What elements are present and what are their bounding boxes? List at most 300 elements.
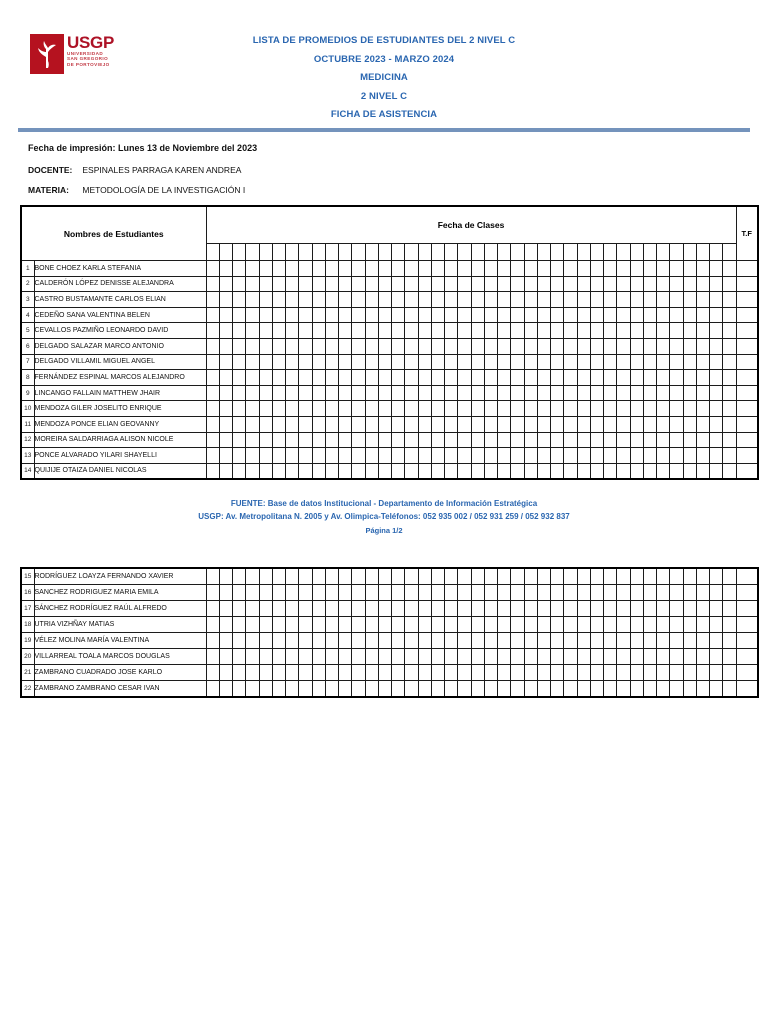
attendance-cell	[418, 448, 431, 464]
attendance-cell	[445, 568, 458, 584]
docente-value: ESPINALES PARRAGA KAREN ANDREA	[82, 165, 242, 175]
attendance-cell	[657, 292, 670, 308]
attendance-cell	[723, 681, 736, 697]
title-career: MEDICINA	[360, 72, 408, 83]
attendance-cell	[617, 584, 630, 600]
attendance-cell	[352, 568, 365, 584]
attendance-cell	[524, 463, 537, 479]
attendance-cell	[617, 665, 630, 681]
attendance-cell	[299, 370, 312, 386]
attendance-cell	[511, 323, 524, 339]
attendance-cell	[710, 323, 723, 339]
attendance-cell	[233, 370, 246, 386]
date-header-cell	[551, 244, 564, 261]
attendance-cell	[564, 401, 577, 417]
date-header-cell	[378, 244, 391, 261]
attendance-cell	[657, 584, 670, 600]
attendance-cell	[312, 323, 325, 339]
attendance-cell	[471, 568, 484, 584]
attendance-cell	[524, 292, 537, 308]
attendance-cell	[604, 600, 617, 616]
attendance-cell	[259, 385, 272, 401]
attendance-cell	[604, 370, 617, 386]
attendance-cell	[431, 276, 444, 292]
attendance-cell	[683, 600, 696, 616]
attendance-cell	[471, 323, 484, 339]
attendance-cell	[445, 276, 458, 292]
attendance-cell	[643, 568, 656, 584]
attendance-cell	[246, 648, 259, 664]
attendance-cell	[511, 261, 524, 277]
attendance-cell	[458, 616, 471, 632]
attendance-cell	[537, 616, 550, 632]
attendance-cell	[246, 600, 259, 616]
tf-cell	[736, 648, 758, 664]
student-row	[21, 632, 758, 648]
attendance-cell	[418, 665, 431, 681]
attendance-cell	[445, 307, 458, 323]
attendance-cell	[484, 432, 497, 448]
attendance-cell	[206, 292, 219, 308]
attendance-cell	[484, 568, 497, 584]
attendance-cell	[537, 648, 550, 664]
attendance-cell	[445, 616, 458, 632]
attendance-cell	[418, 416, 431, 432]
attendance-cell	[524, 432, 537, 448]
attendance-cell	[431, 385, 444, 401]
attendance-cell	[577, 261, 590, 277]
student-number: 20	[21, 648, 34, 664]
attendance-cell	[219, 323, 232, 339]
attendance-cell	[537, 401, 550, 417]
date-header-cell	[577, 244, 590, 261]
attendance-cell	[471, 632, 484, 648]
attendance-cell	[458, 584, 471, 600]
attendance-cell	[537, 448, 550, 464]
attendance-cell	[299, 648, 312, 664]
attendance-cell	[272, 354, 285, 370]
attendance-cell	[471, 292, 484, 308]
attendance-cell	[378, 354, 391, 370]
attendance-cell	[657, 338, 670, 354]
attendance-cell	[696, 323, 709, 339]
attendance-cell	[604, 432, 617, 448]
attendance-cell	[657, 600, 670, 616]
tf-cell	[736, 354, 758, 370]
attendance-cell	[484, 401, 497, 417]
attendance-cell	[431, 416, 444, 432]
attendance-cell	[617, 323, 630, 339]
attendance-cell	[670, 385, 683, 401]
attendance-cell	[577, 665, 590, 681]
attendance-cell	[643, 448, 656, 464]
attendance-cell	[617, 276, 630, 292]
attendance-cell	[233, 338, 246, 354]
attendance-cell	[431, 584, 444, 600]
attendance-cell	[471, 600, 484, 616]
attendance-cell	[246, 323, 259, 339]
attendance-cell	[392, 648, 405, 664]
attendance-cell	[484, 681, 497, 697]
attendance-cell	[577, 568, 590, 584]
attendance-cell	[392, 463, 405, 479]
attendance-cell	[484, 261, 497, 277]
attendance-cell	[312, 432, 325, 448]
attendance-cell	[577, 681, 590, 697]
attendance-cell	[246, 432, 259, 448]
attendance-cell	[405, 432, 418, 448]
attendance-cell	[259, 354, 272, 370]
attendance-cell	[511, 600, 524, 616]
attendance-cell	[431, 632, 444, 648]
attendance-cell	[577, 323, 590, 339]
attendance-cell	[219, 584, 232, 600]
names-header: Nombres de Estudiantes	[21, 206, 206, 261]
attendance-cell	[498, 370, 511, 386]
attendance-cell	[259, 600, 272, 616]
attendance-cell	[551, 665, 564, 681]
attendance-cell	[405, 385, 418, 401]
attendance-cell	[339, 616, 352, 632]
attendance-cell	[551, 432, 564, 448]
student-number: 1	[21, 261, 34, 277]
attendance-cell	[551, 276, 564, 292]
attendance-cell	[339, 370, 352, 386]
attendance-cell	[378, 648, 391, 664]
attendance-cell	[710, 370, 723, 386]
student-name: SANCHEZ RODRIGUEZ MARIA EMILA	[34, 584, 206, 600]
attendance-cell	[630, 463, 643, 479]
attendance-cell	[286, 448, 299, 464]
attendance-cell	[471, 432, 484, 448]
attendance-cell	[272, 338, 285, 354]
attendance-cell	[445, 665, 458, 681]
attendance-cell	[418, 307, 431, 323]
attendance-cell	[657, 261, 670, 277]
attendance-cell	[219, 307, 232, 323]
attendance-cell	[657, 370, 670, 386]
attendance-cell	[577, 307, 590, 323]
attendance-cell	[339, 632, 352, 648]
title-list-promedios: LISTA DE PROMEDIOS DE ESTUDIANTES DEL 2 NIVEL C	[252, 35, 516, 46]
attendance-cell	[498, 568, 511, 584]
date-header-cell	[617, 244, 630, 261]
attendance-cell	[524, 276, 537, 292]
attendance-cell	[405, 338, 418, 354]
attendance-cell	[299, 385, 312, 401]
attendance-cell	[696, 463, 709, 479]
attendance-cell	[458, 632, 471, 648]
attendance-cell	[286, 600, 299, 616]
attendance-cell	[325, 401, 338, 417]
attendance-cell	[325, 432, 338, 448]
attendance-cell	[590, 568, 603, 584]
attendance-cell	[392, 261, 405, 277]
materia-value: METODOLOGÍA DE LA INVESTIGACIÓN I	[82, 185, 246, 195]
attendance-cell	[643, 600, 656, 616]
attendance-cell	[286, 307, 299, 323]
attendance-cell	[272, 632, 285, 648]
attendance-cell	[325, 681, 338, 697]
attendance-cell	[670, 432, 683, 448]
attendance-cell	[710, 401, 723, 417]
attendance-cell	[286, 568, 299, 584]
attendance-cell	[643, 416, 656, 432]
attendance-cell	[590, 401, 603, 417]
table-header-row	[21, 206, 758, 244]
attendance-cell	[657, 448, 670, 464]
attendance-cell	[299, 338, 312, 354]
attendance-cell	[299, 416, 312, 432]
attendance-cell	[564, 354, 577, 370]
attendance-cell	[551, 354, 564, 370]
student-row	[21, 463, 758, 479]
attendance-cell	[405, 276, 418, 292]
attendance-cell	[617, 338, 630, 354]
attendance-cell	[630, 416, 643, 432]
attendance-cell	[524, 416, 537, 432]
attendance-cell	[431, 648, 444, 664]
attendance-cell	[498, 648, 511, 664]
attendance-cell	[723, 600, 736, 616]
attendance-cell	[511, 681, 524, 697]
attendance-cell	[590, 292, 603, 308]
attendance-cell	[683, 354, 696, 370]
attendance-cell	[577, 385, 590, 401]
attendance-cell	[484, 416, 497, 432]
attendance-cell	[431, 681, 444, 697]
attendance-cell	[657, 432, 670, 448]
attendance-cell	[219, 681, 232, 697]
attendance-cell	[630, 681, 643, 697]
attendance-cell	[723, 292, 736, 308]
attendance-cell	[365, 463, 378, 479]
attendance-cell	[312, 648, 325, 664]
footer-source: FUENTE: Base de datos Institucional - Departamento de Información Estratégica	[230, 499, 538, 508]
attendance-cell	[577, 432, 590, 448]
attendance-cell	[445, 632, 458, 648]
attendance-cell	[657, 665, 670, 681]
attendance-cell	[365, 292, 378, 308]
attendance-cell	[590, 338, 603, 354]
attendance-cell	[670, 681, 683, 697]
attendance-cell	[498, 292, 511, 308]
attendance-cell	[378, 307, 391, 323]
attendance-cell	[458, 276, 471, 292]
attendance-cell	[484, 307, 497, 323]
attendance-cell	[259, 261, 272, 277]
attendance-cell	[286, 416, 299, 432]
attendance-cell	[458, 354, 471, 370]
tf-cell	[736, 600, 758, 616]
attendance-cell	[378, 681, 391, 697]
attendance-cell	[696, 568, 709, 584]
attendance-cell	[710, 276, 723, 292]
attendance-cell	[590, 665, 603, 681]
attendance-cell	[657, 385, 670, 401]
attendance-cell	[551, 600, 564, 616]
attendance-cell	[643, 276, 656, 292]
attendance-cell	[286, 432, 299, 448]
tf-cell	[736, 385, 758, 401]
attendance-cell	[484, 448, 497, 464]
attendance-cell	[657, 616, 670, 632]
attendance-cell	[246, 292, 259, 308]
attendance-cell	[219, 385, 232, 401]
attendance-cell	[683, 448, 696, 464]
attendance-cell	[537, 276, 550, 292]
title-level: 2 NIVEL C	[360, 90, 408, 102]
attendance-cell	[392, 665, 405, 681]
attendance-cell	[392, 370, 405, 386]
attendance-cell	[365, 307, 378, 323]
attendance-cell	[670, 276, 683, 292]
attendance-cell	[233, 354, 246, 370]
tf-cell	[736, 370, 758, 386]
attendance-cell	[392, 584, 405, 600]
attendance-cell	[471, 385, 484, 401]
attendance-cell	[564, 463, 577, 479]
attendance-cell	[696, 432, 709, 448]
student-number: 4	[21, 307, 34, 323]
attendance-cell	[498, 354, 511, 370]
date-header-cell	[325, 244, 338, 261]
attendance-cell	[643, 463, 656, 479]
attendance-cell	[471, 338, 484, 354]
attendance-cell	[219, 448, 232, 464]
attendance-cell	[339, 448, 352, 464]
attendance-cell	[259, 448, 272, 464]
attendance-cell	[325, 338, 338, 354]
attendance-cell	[670, 292, 683, 308]
attendance-cell	[630, 648, 643, 664]
attendance-cell	[246, 568, 259, 584]
attendance-cell	[564, 385, 577, 401]
attendance-cell	[352, 681, 365, 697]
attendance-cell	[286, 648, 299, 664]
attendance-cell	[511, 416, 524, 432]
attendance-cell	[458, 463, 471, 479]
attendance-cell	[365, 370, 378, 386]
attendance-cell	[431, 463, 444, 479]
attendance-cell	[312, 616, 325, 632]
attendance-cell	[286, 665, 299, 681]
date-header-cell	[696, 244, 709, 261]
attendance-cell	[617, 354, 630, 370]
attendance-cell	[286, 276, 299, 292]
attendance-cell	[643, 681, 656, 697]
student-row	[21, 370, 758, 386]
attendance-cell	[617, 681, 630, 697]
student-row	[21, 448, 758, 464]
attendance-cell	[233, 307, 246, 323]
attendance-cell	[431, 432, 444, 448]
attendance-cell	[524, 600, 537, 616]
date-header-cell	[670, 244, 683, 261]
attendance-cell	[723, 307, 736, 323]
date-header-cell	[299, 244, 312, 261]
attendance-cell	[498, 681, 511, 697]
attendance-cell	[418, 292, 431, 308]
attendance-cell	[710, 354, 723, 370]
attendance-cell	[259, 568, 272, 584]
attendance-cell	[272, 463, 285, 479]
student-number: 14	[21, 463, 34, 479]
attendance-cell	[590, 323, 603, 339]
attendance-cell	[524, 338, 537, 354]
attendance-cell	[392, 432, 405, 448]
attendance-cell	[206, 681, 219, 697]
attendance-cell	[670, 448, 683, 464]
attendance-cell	[286, 632, 299, 648]
attendance-cell	[339, 648, 352, 664]
attendance-cell	[219, 616, 232, 632]
attendance-cell	[524, 681, 537, 697]
attendance-cell	[511, 463, 524, 479]
attendance-cell	[418, 276, 431, 292]
attendance-cell	[418, 600, 431, 616]
attendance-cell	[405, 463, 418, 479]
date-header-cell	[365, 244, 378, 261]
attendance-cell	[683, 416, 696, 432]
attendance-cell	[643, 370, 656, 386]
attendance-cell	[617, 600, 630, 616]
attendance-cell	[604, 568, 617, 584]
attendance-cell	[325, 568, 338, 584]
attendance-cell	[378, 584, 391, 600]
attendance-cell	[299, 584, 312, 600]
attendance-cell	[564, 307, 577, 323]
attendance-cell	[299, 463, 312, 479]
attendance-cell	[537, 370, 550, 386]
student-number: 7	[21, 354, 34, 370]
attendance-cell	[471, 370, 484, 386]
attendance-cell	[405, 292, 418, 308]
student-name: VÉLEZ MOLINA MARÍA VALENTINA	[34, 632, 206, 648]
attendance-cell	[206, 370, 219, 386]
student-name: ZAMBRANO ZAMBRANO CESAR IVAN	[34, 681, 206, 697]
attendance-cell	[352, 416, 365, 432]
attendance-cell	[657, 681, 670, 697]
title-period: OCTUBRE 2023 - MARZO 2024	[313, 53, 455, 65]
attendance-cell	[233, 632, 246, 648]
attendance-cell	[206, 448, 219, 464]
attendance-cell	[617, 385, 630, 401]
attendance-cell	[431, 292, 444, 308]
student-name: UTRIA VIZHÑAY MATIAS	[34, 616, 206, 632]
attendance-cell	[272, 681, 285, 697]
attendance-cell	[710, 600, 723, 616]
attendance-cell	[352, 401, 365, 417]
attendance-cell	[418, 370, 431, 386]
attendance-cell	[352, 463, 365, 479]
attendance-cell	[723, 338, 736, 354]
attendance-cell	[206, 432, 219, 448]
date-header-cell	[657, 244, 670, 261]
attendance-cell	[551, 568, 564, 584]
attendance-cell	[471, 276, 484, 292]
attendance-cell	[352, 432, 365, 448]
attendance-cell	[643, 292, 656, 308]
attendance-cell	[551, 323, 564, 339]
attendance-cell	[537, 463, 550, 479]
attendance-cell	[392, 307, 405, 323]
attendance-cell	[511, 616, 524, 632]
attendance-cell	[365, 632, 378, 648]
attendance-cell	[405, 448, 418, 464]
attendance-cell	[219, 276, 232, 292]
attendance-cell	[696, 385, 709, 401]
